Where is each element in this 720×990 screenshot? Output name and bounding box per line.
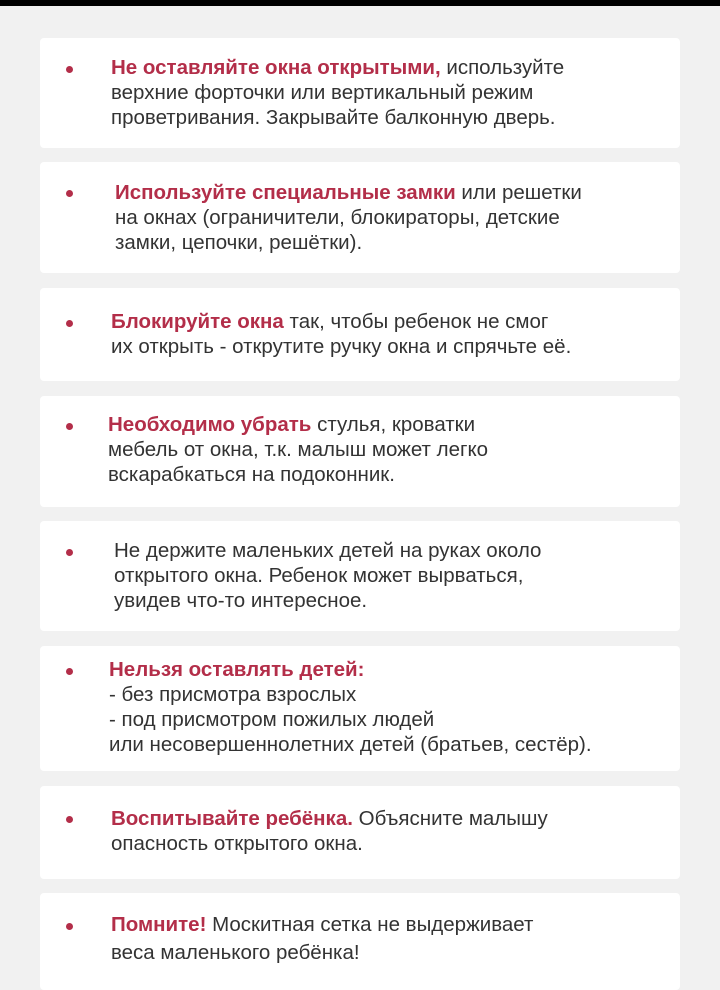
tip-line: Не держите маленьких детей на руках около (114, 539, 542, 562)
tip-highlight: Воспитывайте ребёнка. (111, 807, 353, 830)
tip-line: веса маленького ребёнка! (111, 941, 360, 964)
tip-line: - без присмотра взрослых (109, 683, 357, 706)
tip-line: так, чтобы ребенок не смог (283, 310, 549, 333)
tip-text-7 (111, 806, 548, 856)
tip-line: открытого окна. Ребенок может вырваться, (114, 564, 524, 587)
tip-line: замки, цепочки, решётки). (115, 231, 363, 254)
bullet-icon (66, 320, 73, 327)
tip-line: используйте (440, 56, 565, 79)
tip-line: стулья, кроватки (311, 413, 476, 436)
bullet-icon (66, 66, 73, 73)
bullet-icon (66, 668, 73, 675)
tip-text-3 (111, 309, 571, 359)
tip-line: или несовершеннолетних детей (братьев, сестёр). (109, 733, 592, 756)
tip-text-2 (115, 180, 582, 255)
bullet-icon (66, 190, 73, 197)
tip-highlight: Блокируйте окна (111, 310, 284, 333)
tip-highlight: Нельзя оставлять детей: (109, 658, 365, 681)
tip-card-8 (40, 893, 680, 990)
tip-line: опасность открытого окна. (111, 832, 363, 855)
tip-card-2 (40, 162, 680, 273)
tip-line: мебель от окна, т.к. малыш может легко (108, 438, 489, 461)
bullet-icon (66, 549, 73, 556)
tip-highlight: Необходимо убрать (108, 413, 312, 436)
tip-line: - под присмотром пожилых людей (109, 708, 435, 731)
tip-line: на окнах (ограничители, блокираторы, детские (115, 206, 560, 229)
tip-text-5 (114, 538, 541, 613)
tip-highlight: Не оставляйте окна открытыми, (111, 56, 441, 79)
tip-card-3 (40, 288, 680, 381)
tip-card-4 (40, 396, 680, 507)
top-edge-bar (0, 0, 720, 6)
tip-card-6 (40, 646, 680, 771)
tip-card-5 (40, 521, 680, 631)
tip-line: увидев что-то интересное. (114, 589, 368, 612)
tip-line: верхние форточки или вертикальный режим (111, 81, 534, 104)
bullet-icon (66, 923, 73, 930)
bullet-icon (66, 816, 73, 823)
bullet-icon (66, 423, 73, 430)
tip-line: вскарабкаться на подоконник. (108, 463, 395, 486)
tip-line: Москитная сетка не выдерживает (206, 913, 534, 936)
tip-highlight: Используйте специальные замки (115, 181, 456, 204)
tip-text-4 (108, 412, 488, 487)
tip-line: проветривания. Закрывайте балконную дверь. (111, 106, 556, 129)
tip-highlight: Помните! (111, 913, 207, 936)
tip-line: или решетки (455, 181, 582, 204)
tip-text-6 (109, 657, 592, 757)
tip-line: Объясните малышу (352, 807, 548, 830)
tip-line: их открыть - открутите ручку окна и спрячьте её. (111, 335, 572, 358)
tip-text-8 (111, 911, 533, 967)
tip-card-1 (40, 38, 680, 148)
tip-card-7 (40, 786, 680, 879)
tip-text-1 (111, 55, 564, 130)
